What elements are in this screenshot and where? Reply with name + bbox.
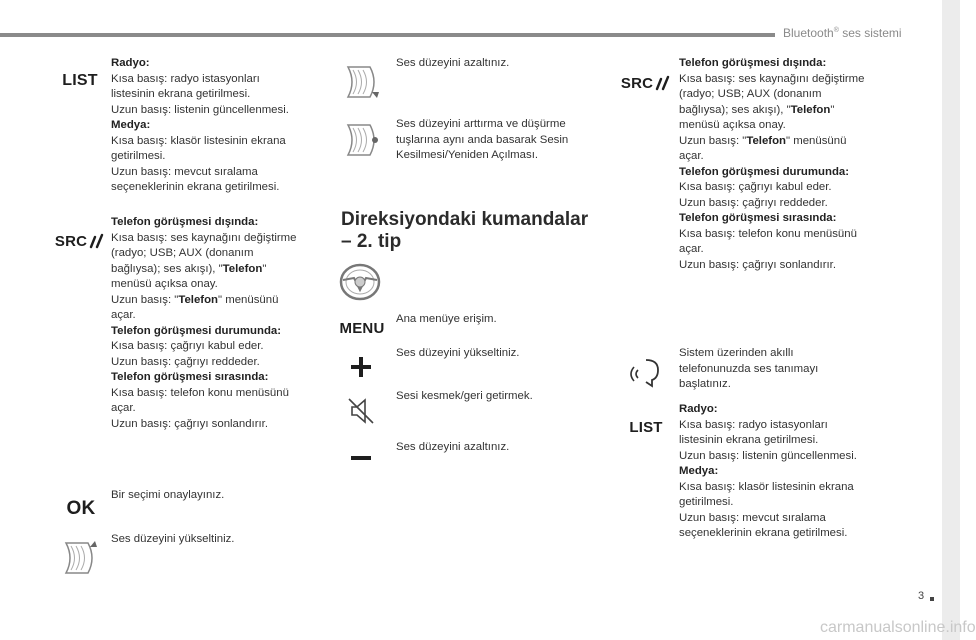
mute-icon: [346, 396, 376, 426]
text-line: Kısa basış: ses kaynağını değiştirme: [679, 72, 865, 85]
text-line: Uzun basış: çağrıyı sonlandırır.: [111, 417, 269, 430]
text-line: Uzun basış: çağrıyı reddeder.: [679, 196, 828, 209]
steering-wheel-icon: [338, 262, 382, 302]
text-line: tuşlarına aynı anda basarak Sesin: [396, 133, 569, 146]
text-line: Uzun basış: çağrıyı reddeder.: [111, 355, 260, 368]
text-line: bağlıysa); ses akışı), "Telefon": [111, 262, 267, 275]
text-line: Uzun basış: mevcut sıralama: [111, 165, 258, 178]
text-line: getirilmesi.: [679, 496, 734, 508]
text-line: getirilmesi.: [111, 150, 166, 162]
text-line: seçeneklerinin ekrana getirilmesi.: [111, 181, 280, 193]
section-heading: Direksiyondaki kumandalar – 2. tip: [341, 209, 589, 252]
text-line: Uzun basış: çağrıyı sonlandırır.: [679, 258, 837, 271]
plus-icon: [348, 354, 374, 380]
page-side-strip: [942, 0, 960, 640]
text-line: menüsü açıksa onay.: [111, 278, 218, 290]
text-line: Uzun basış: listenin güncellenmesi.: [679, 449, 857, 462]
text-line: açar.: [111, 309, 136, 321]
thumbwheel-up-icon: [58, 537, 100, 579]
text-line: Ses düzeyini arttırma ve düşürme: [396, 118, 566, 130]
text-line: açar.: [679, 150, 704, 162]
voice-command-icon: [628, 356, 664, 390]
text-line: Telefon görüşmesi dışında:: [679, 57, 827, 69]
text-line: açar.: [111, 402, 136, 414]
page-header-title: Bluetooth® ses sistemi: [783, 26, 902, 40]
text-line: Kısa basış: radyo istasyonları: [679, 418, 828, 431]
text-line: Telefon görüşmesi durumunda:: [679, 165, 850, 178]
voice-description: [679, 346, 894, 393]
text-line: Kısa basış: radyo istasyonları: [111, 72, 260, 85]
plus-description: Ses düzeyini yükseltiniz.: [396, 347, 520, 359]
watermark-text: carmanualsonline.info: [820, 619, 976, 636]
text-line: Uzun basış: "Telefon" menüsünü: [111, 293, 279, 306]
text-line: Kısa basış: ses kaynağını değiştirme: [111, 231, 297, 244]
text-line: (radyo; USB; AUX (donanım: [679, 88, 822, 100]
text-line: Kısa basış: klasör listesinin ekrana: [111, 134, 286, 147]
minus-icon: [348, 448, 374, 468]
text-line: Kesilmesi/Yeniden Açılması.: [396, 149, 539, 161]
list-button-icon: LIST: [62, 72, 98, 89]
text-line: Sistem üzerinden akıllı: [679, 347, 794, 359]
src-phone-button-icon: SRC: [56, 230, 104, 252]
list-description: [111, 56, 321, 196]
text-line: Telefon görüşmesi sırasında:: [679, 212, 837, 224]
wheel-down-description: Ses düzeyini azaltınız.: [396, 57, 510, 69]
wheel-up-description: Ses düzeyini yükseltiniz.: [111, 533, 235, 545]
text-line: Kısa basış: çağrıyı kabul eder.: [679, 181, 832, 193]
text-line: Kısa basış: telefon konu menüsünü: [679, 227, 857, 240]
ok-button-icon: OK: [66, 498, 96, 519]
text-line: telefonunuzda ses tanımayı: [679, 362, 819, 375]
src-phone-description: [111, 215, 321, 432]
text-line: Uzun basış: listenin güncellenmesi.: [111, 103, 289, 116]
text-line: başlatınız.: [679, 378, 731, 390]
text-line: Kısa basış: telefon konu menüsünü: [111, 386, 289, 399]
text-line: Radyo:: [679, 403, 718, 415]
text-line: Kısa basış: çağrıyı kabul eder.: [111, 340, 264, 352]
thumbwheel-press-icon: [340, 120, 382, 160]
page-number: 3: [918, 590, 925, 602]
menu-button-icon: MENU: [339, 319, 385, 337]
list-description-right: [679, 402, 894, 542]
page-dot: [930, 597, 934, 601]
text-line: Uzun basış: "Telefon" menüsünü: [679, 134, 847, 147]
wheel-press-description: [396, 117, 596, 164]
text-line: Medya:: [679, 465, 719, 477]
menu-description: Ana menüye erişim.: [396, 313, 497, 325]
text-line: menüsü açıksa onay.: [679, 119, 786, 131]
minus-description: Ses düzeyini azaltınız.: [396, 441, 510, 453]
text-line: Telefon görüşmesi durumunda:: [111, 324, 282, 337]
text-line: Medya:: [111, 119, 151, 131]
list-button-icon-right: LIST: [629, 418, 663, 436]
text-line: Radyo:: [111, 57, 150, 69]
text-line: (radyo; USB; AUX (donanım: [111, 247, 254, 259]
text-line: listesinin ekrana getirilmesi.: [111, 88, 251, 100]
text-line: bağlıysa); ses akışı), "Telefon": [679, 103, 835, 116]
text-line: Uzun basış: mevcut sıralama: [679, 511, 826, 524]
text-line: seçeneklerinin ekrana getirilmesi.: [679, 527, 848, 539]
thumbwheel-down-icon: [340, 62, 382, 102]
src-phone-button-icon-right: SRC: [620, 72, 672, 94]
src-phone-description-right: [679, 56, 894, 273]
header-rule: [0, 33, 775, 37]
text-line: Telefon görüşmesi dışında:: [111, 216, 259, 228]
text-line: Kısa basış: klasör listesinin ekrana: [679, 480, 854, 493]
ok-description: Bir seçimi onaylayınız.: [111, 489, 225, 501]
text-line: Telefon görüşmesi sırasında:: [111, 371, 269, 383]
text-line: listesinin ekrana getirilmesi.: [679, 434, 819, 446]
text-line: açar.: [679, 243, 704, 255]
mute-description: Sesi kesmek/geri getirmek.: [396, 390, 533, 402]
